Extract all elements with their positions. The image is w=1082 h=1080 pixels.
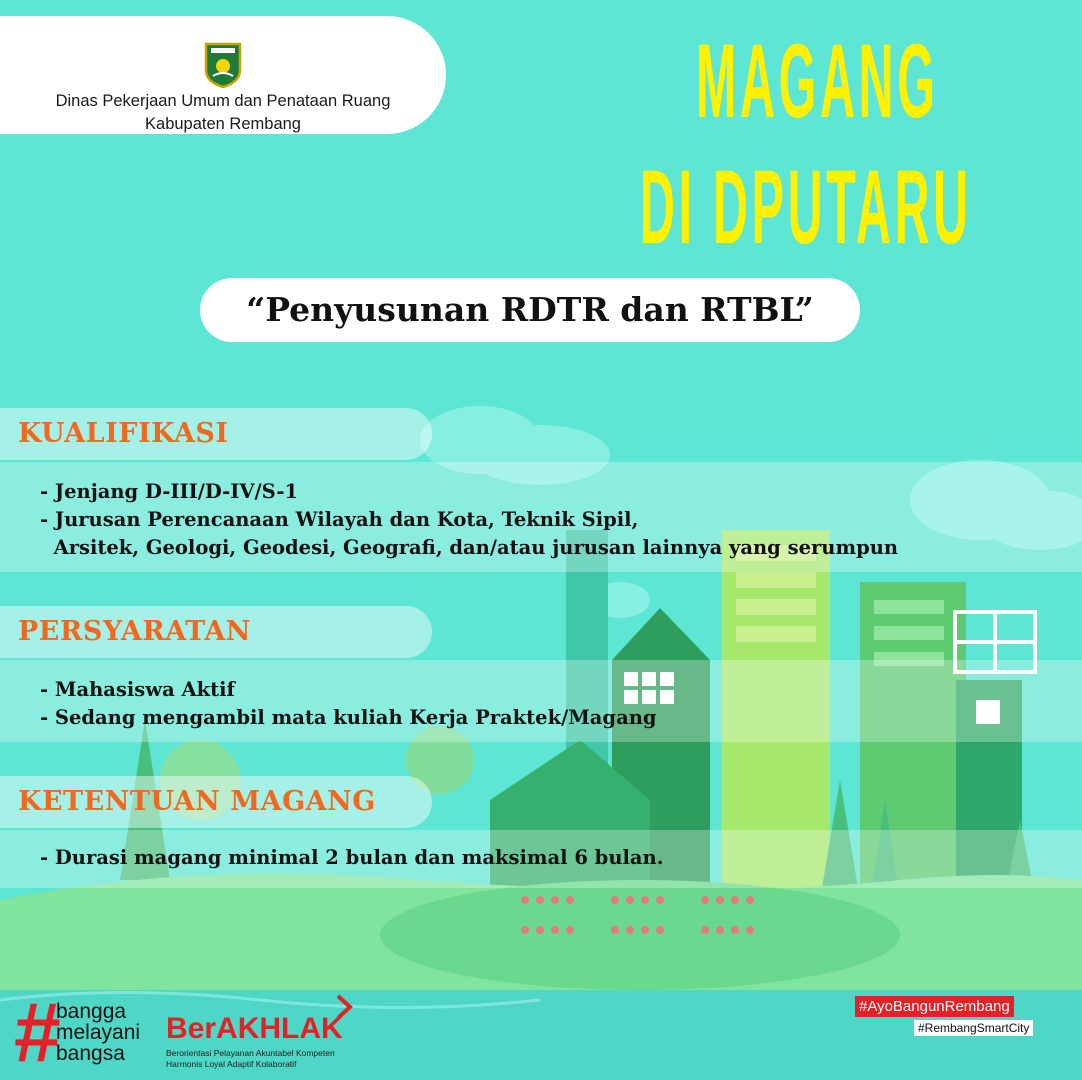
berakhlak-logo-text: BerAKHLAK: [166, 1012, 343, 1045]
hashtag-ayo-bangun-rembang: #AyoBangunRembang: [855, 996, 1014, 1017]
kualifikasi-item: Arsitek, Geologi, Geodesi, Geografi, dan/atau jurusan lainnya yang serumpun: [40, 536, 899, 559]
kualifikasi-heading: KUALIFIKASI: [18, 418, 229, 449]
ketentuan-item: - Durasi magang minimal 2 bulan dan maksimal 6 bulan.: [40, 846, 664, 869]
persyaratan-item: - Sedang mengambil mata kuliah Kerja Praktek/Magang: [40, 706, 657, 729]
agency-region: Kabupaten Rembang: [145, 115, 301, 133]
berakhlak-tagline: Harmonis Loyal Adaptif Kolaboratif: [166, 1059, 297, 1069]
hashtag-rembang-smart-city: #RembangSmartCity: [914, 1020, 1033, 1036]
subtitle-card: [200, 278, 860, 342]
main-title-line1: MAGANG: [696, 21, 939, 141]
bangsa-word: bangsa: [56, 1042, 125, 1065]
agency-header-card: [0, 16, 446, 134]
main-title-line2: DI DPUTARU: [640, 147, 972, 267]
berakhlak-tagline: Berorientasi Pelayanan Akuntabel Kompeten: [166, 1048, 335, 1058]
persyaratan-item: - Mahasiswa Aktif: [40, 678, 235, 701]
kualifikasi-item: - Jenjang D-III/D-IV/S-1: [40, 480, 299, 503]
kualifikasi-item: - Jurusan Perencanaan Wilayah dan Kota, Teknik Sipil,: [40, 508, 639, 531]
ketentuan-heading: KETENTUAN MAGANG: [18, 786, 376, 817]
bangga-melayani-bangsa-hash-logo: #: [14, 985, 61, 1079]
regency-emblem-icon: [204, 42, 242, 88]
persyaratan-body-band: [0, 660, 1082, 742]
persyaratan-heading: PERSYARATAN: [18, 616, 251, 647]
subtitle: “Penyusunan RDTR dan RTBL”: [246, 290, 814, 329]
melayani-word: melayani: [56, 1021, 141, 1044]
agency-name: Dinas Pekerjaan Umum dan Penataan Ruang: [55, 92, 391, 110]
bangga-word: bangga: [56, 1000, 127, 1023]
